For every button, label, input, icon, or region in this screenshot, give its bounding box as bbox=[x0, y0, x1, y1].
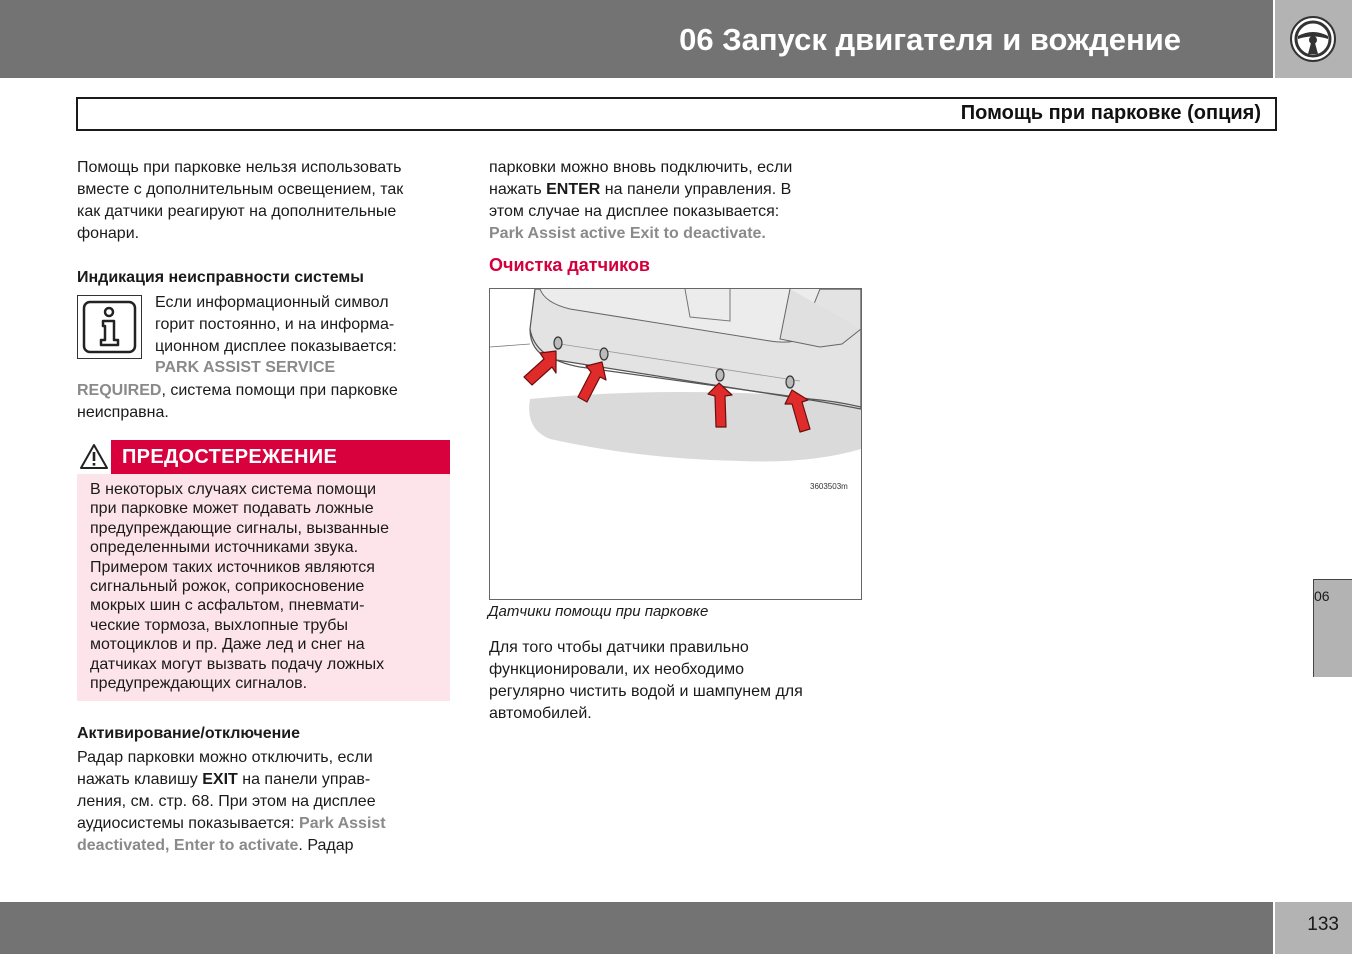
cleaning-line: Для того чтобы датчики правильно bbox=[489, 639, 749, 656]
intro-line: вместе с дополнительным освещением, так bbox=[77, 181, 404, 198]
continued-line: этом случае на дисплее показывается: bbox=[489, 203, 780, 220]
fault-line: горит постоянно, и на информа- bbox=[155, 316, 395, 333]
chapter-icon-box bbox=[1275, 0, 1352, 78]
warning-body bbox=[77, 474, 450, 701]
page-number-box bbox=[1275, 902, 1352, 954]
warning-line: сигнальный рожок, соприкосновение bbox=[90, 578, 365, 596]
chapter-side-tab bbox=[1313, 579, 1352, 677]
footer-bar bbox=[0, 902, 1273, 954]
warning-triangle-icon bbox=[77, 440, 111, 474]
section-title-box bbox=[76, 97, 1277, 131]
section-title: Помощь при парковке (опция) bbox=[960, 102, 1261, 124]
warning-line: определенными источниками звука. bbox=[90, 539, 359, 557]
display-message: Park Assist bbox=[299, 815, 386, 832]
warning-line: мокрых шин с асфальтом, пневмати- bbox=[90, 597, 365, 615]
fault-heading: Индикация неисправности системы bbox=[77, 269, 364, 286]
activation-line: Радар парковки можно отключить, если bbox=[77, 749, 373, 766]
fault-tail: , система помощи при парковке bbox=[161, 382, 398, 399]
side-tab-label: 06 bbox=[1314, 588, 1330, 604]
fault-display-message: PARK ASSIST SERVICE bbox=[155, 359, 336, 376]
cleaning-line: автомобилей. bbox=[489, 705, 592, 722]
continued-line: парковки можно вновь подключить, если bbox=[489, 159, 793, 176]
figure-code: 3603503m bbox=[810, 482, 848, 491]
sensor-illustration bbox=[489, 288, 862, 600]
activation-text: . Радар bbox=[298, 837, 354, 854]
fault-display-message-cont: REQUIRED bbox=[77, 382, 162, 399]
warning-line: ческие тормоза, выхлопные трубы bbox=[90, 616, 348, 634]
exit-key-label: EXIT bbox=[202, 771, 238, 788]
warning-line: мотоциклов и пр. Даже лед и снег на bbox=[90, 636, 365, 654]
activation-text: нажать клавишу bbox=[77, 771, 203, 788]
warning-line: предупреждающие сигналы, вызванные bbox=[90, 519, 389, 537]
continued-text: нажать bbox=[489, 181, 547, 198]
warning-line: датчиках могут вызвать подачу ложных bbox=[90, 655, 385, 673]
enter-key-label: ENTER bbox=[546, 181, 601, 198]
active-display-message: Park Assist active Exit to deactivate. bbox=[489, 225, 766, 242]
cleaning-line: регулярно чистить водой и шампунем для bbox=[489, 683, 803, 700]
activation-line: ления, см. стр. 68. При этом на дисплее bbox=[77, 793, 376, 810]
cleaning-line: функционировали, их необходимо bbox=[489, 661, 744, 678]
cleaning-heading: Очистка датчиков bbox=[489, 255, 650, 275]
page-number: 133 bbox=[1307, 914, 1339, 935]
warning-line: В некоторых случаях система помощи bbox=[90, 481, 377, 498]
activation-text: аудиосистемы показывается: bbox=[77, 815, 300, 832]
figure-caption: Датчики помощи при парковке bbox=[488, 603, 709, 620]
activation-line bbox=[77, 813, 386, 835]
warning-line: при парковке может подавать ложные bbox=[90, 500, 374, 518]
fault-line: Если информационный символ bbox=[155, 294, 389, 311]
display-message-cont: deactivated, Enter to activate bbox=[77, 837, 299, 854]
activation-line bbox=[77, 769, 370, 791]
warning-label: ПРЕДОСТЕРЕЖЕНИЕ bbox=[122, 446, 338, 468]
fault-result-line bbox=[77, 380, 398, 402]
intro-line: Помощь при парковке нельзя использовать bbox=[77, 159, 402, 176]
header-bar bbox=[0, 0, 1273, 78]
activation-text: на панели управ- bbox=[237, 771, 371, 788]
continued-line bbox=[489, 179, 791, 201]
warning-line: предупреждающих сигналов. bbox=[90, 675, 308, 693]
chapter-title: 06 Запуск двигателя и вождение bbox=[679, 22, 1181, 57]
intro-line: фонари. bbox=[77, 225, 140, 242]
activation-line bbox=[77, 835, 353, 857]
fault-line: ционном дисплее показывается: bbox=[155, 338, 397, 355]
steering-wheel-icon bbox=[1288, 14, 1338, 64]
continued-text: на панели управления. В bbox=[600, 181, 792, 198]
warning-text bbox=[90, 480, 442, 693]
fault-tail-line: неисправна. bbox=[77, 404, 169, 421]
activation-heading: Активирование/отключение bbox=[77, 725, 301, 742]
intro-line: как датчики реагируют на дополнительные bbox=[77, 203, 397, 220]
info-symbol-icon bbox=[77, 295, 142, 359]
warning-line: Примером таких источников являются bbox=[90, 558, 375, 576]
warning-header bbox=[77, 440, 450, 474]
